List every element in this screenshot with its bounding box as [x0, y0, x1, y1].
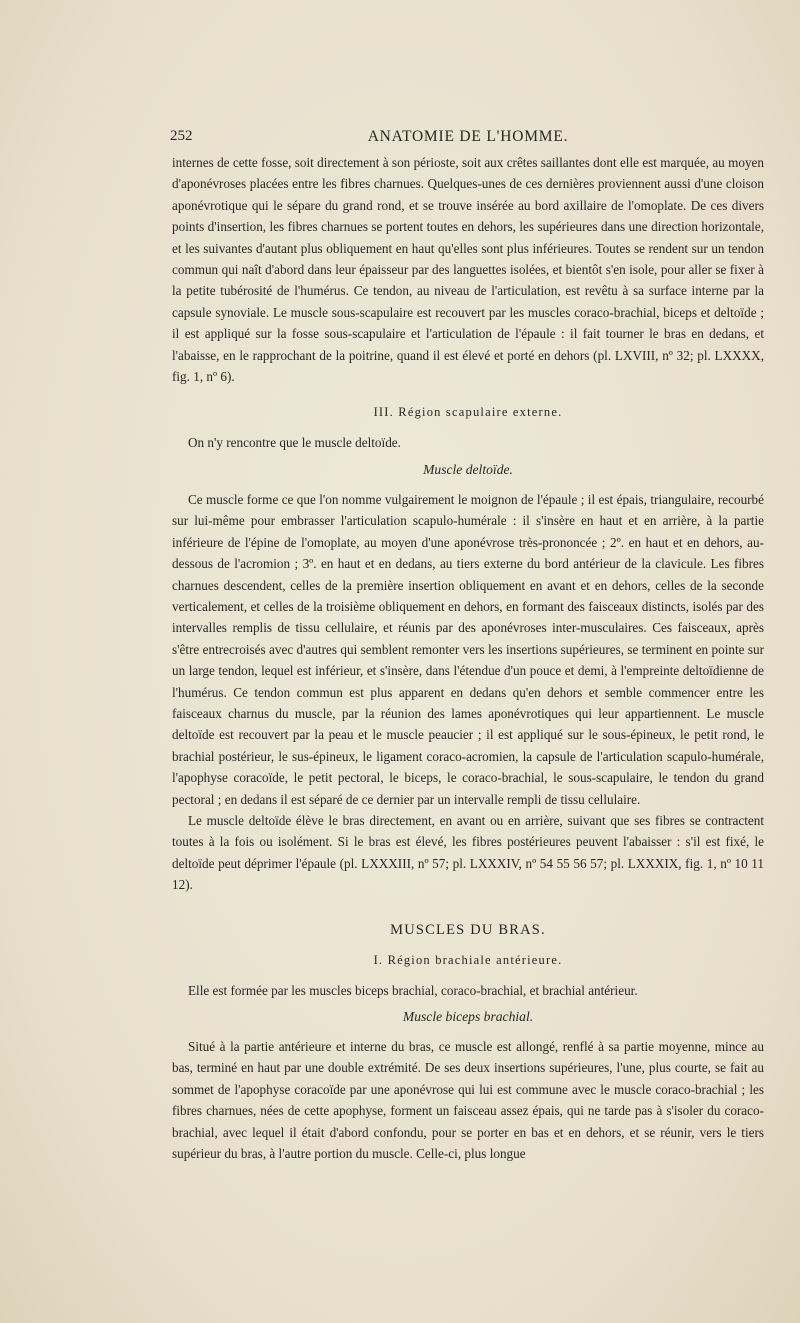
paragraph-brachial-anterior-intro: Elle est formée par les muscles biceps brachial, coraco-brachial, et brachial antérieur.: [188, 982, 638, 998]
section-heading-scapular-external: III. Région scapulaire externe.: [373, 405, 563, 420]
paragraph-biceps-description: Situé à la partie antérieure et interne du bras, ce muscle est allongé, renflé à sa partie moyenne, mince au bas, terminé en haut par une double extrémité. De ses deux insertions supérieures, l'une, plus courte, se fait au sommet de l'apophyse coracoïde par une aponévrose qui lui est commune avec le muscle coraco-brachial ; les fibres charnues, nées de cette apophyse, forment un faisceau assez épais, qui ne tarde pas à s'isoler du coraco-brachial, avec lequel il était d'abord confondu, pour se porter en bas et en dehors, et se réunir, vers le tiers supérieur du bras, à l'autre portion du muscle. Celle-ci, plus longue: [172, 1039, 764, 1162]
paragraph-deltoid-description: Ce muscle forme ce que l'on nomme vulgairement le moignon de l'épaule ; il est épais, triangulaire, recourbé sur lui-même pour embrasser l'articulation scapulo-humérale : il s'insère en haut et en arrière, à la partie inférieure de l'épine de l'omoplate, au moyen d'une aponévrose très-prononcée ; 2º. en haut et en dehors, au-dessous de l'acromion ; 3º. en haut et en dedans, au tiers externe du bord antérieur de la clavicule. Les fibres charnues descendent, celles de la première insertion obliquement en avant et en dehors, celles de la seconde verticalement, et celles de la troisième obliquement en dehors, en formant des faisceaux distincts, isolés par des intervalles remplis de tissu cellulaire, et réunis par des aponévroses inter-musculaires. Ces faisceaux, après s'être entrecroisés avec d'autres qui semblent remonter vers les insertions supérieures, se terminent en pointe sur un large tendon, lequel est inférieur, et s'insère, dans l'étendue d'un pouce et demi, à l'empreinte deltoïdienne de l'humérus. Ce tendon commun est plus apparent en dedans qu'en dehors et semble commencer entre les faisceaux charnus du muscle, par la réunion des lames aponévrotiques qui leur appartiennent. Le muscle deltoïde est recouvert par la peau et le muscle peaucier ; il est appliqué sur le sous-épineux, le petit rond, le brachial postérieur, le sus-épineux, le ligament coraco-acromien, la capsule de l'articulation scapulo-humérale, l'apophyse coracoïde, le petit pectoral, le biceps, le coraco-brachial, le sous-scapulaire, le tendon du grand pectoral ; en dedans il est séparé de ce dernier par un intervalle rempli de tissu cellulaire.: [172, 491, 764, 807]
chapter-heading-arm-muscles: MUSCLES DU BRAS.: [390, 921, 546, 938]
paragraph-scapular-external-intro: On n'y rencontre que le muscle deltoïde.: [188, 435, 401, 451]
page-number: 252: [170, 128, 193, 144]
running-head: [172, 124, 764, 152]
page-header-title: ANATOMIE DE L'HOMME.: [367, 128, 569, 145]
paragraph-deltoid-action: Le muscle deltoïde élève le bras directement, en avant ou en arrière, suivant que ses fibres se contractent toutes à la fois ou isolément. Si le bras est élevé, les fibres postérieures peuvent l'abaisser : s'il est fixé, le deltoïde peut déprimer l'épaule (pl. LXXXIII, nº 57; pl. LXXXIV, nº 54 55 56 57; pl. LXXXIX, fig. 1, nº 10 11 12).: [172, 812, 764, 893]
page-text-block: [172, 124, 764, 1164]
section-heading-brachial-anterior: I. Région brachiale antérieure.: [373, 952, 563, 967]
paragraph-subscapularis-continued: internes de cette fosse, soit directement à son périoste, soit aux crêtes saillantes dont elle est marquée, au moyen d'aponévroses placées entre les fibres charnues. Quelques-unes de ces dernières proviennent aussi d'une cloison aponévrotique qui le sépare du grand rond, et se trouve insérée au bord axillaire de l'omoplate. De ces divers points d'insertion, les fibres charnues se portent toutes en dehors, les supérieures dans une direction horizontale, et les suivantes d'autant plus obliquement en haut qu'elles sont plus inférieures. Toutes se rendent sur un tendon commun qui naît d'abord dans leur épaisseur par des languettes isolées, et bientôt s'en isole, pour aller se fixer à la petite tubérosité de l'humérus. Ce tendon, au niveau de l'articulation, est revêtu à sa surface interne par la capsule synoviale. Le muscle sous-scapulaire est recouvert par les muscles coraco-brachial, biceps et deltoïde ; il est appliqué sur la fosse sous-scapulaire et l'articulation de l'épaule : il fait tourner le bras en dedans, et l'abaisse, en le rapprochant de la poitrine, quand il est élevé et porté en dehors (pl. LXVIII, nº 32; pl. LXXXX, fig. 1, nº 6).: [172, 155, 764, 385]
muscle-heading-biceps: Muscle biceps brachial.: [402, 1009, 534, 1024]
muscle-heading-deltoid: Muscle deltoïde.: [423, 461, 513, 477]
